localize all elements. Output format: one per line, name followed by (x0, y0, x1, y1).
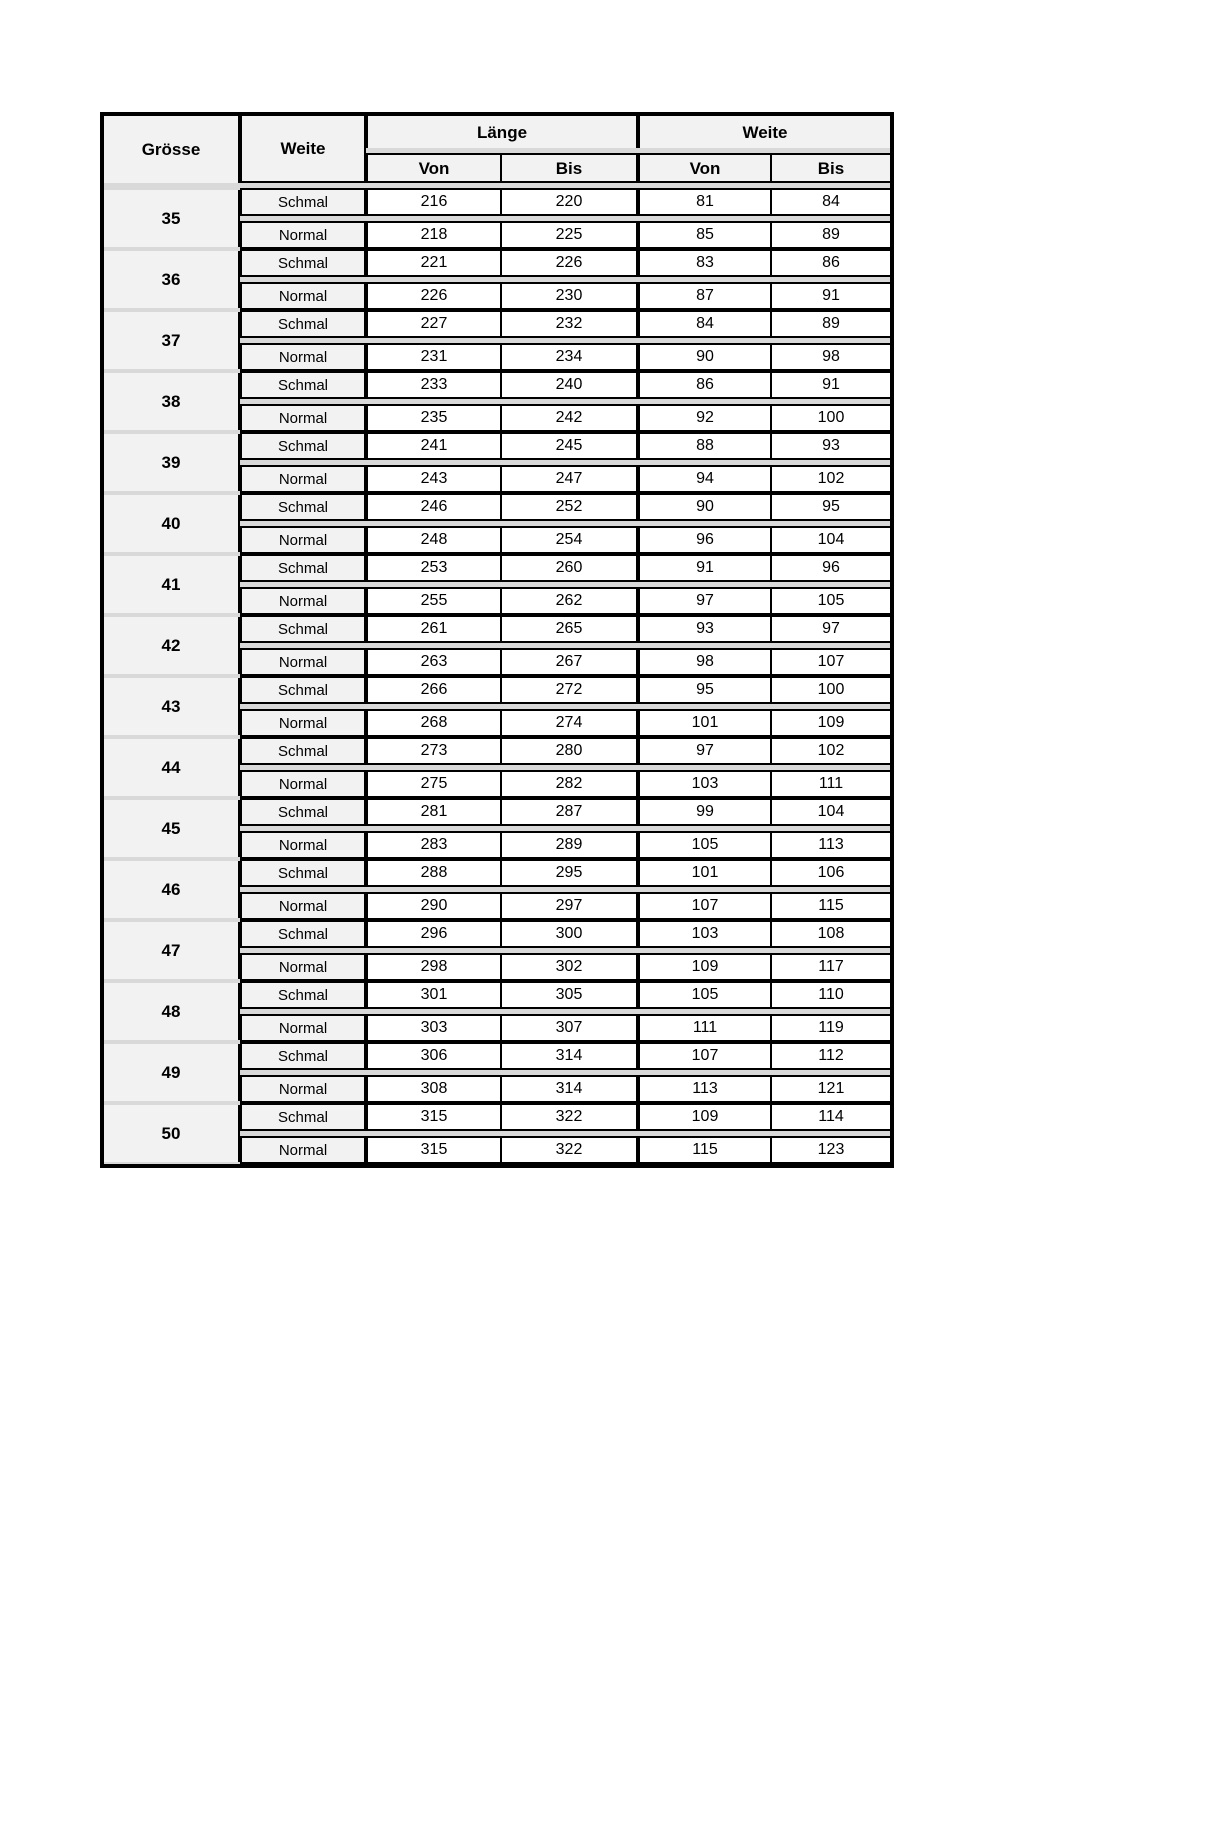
width-type-cell: Schmal (240, 676, 366, 704)
laenge-bis-cell: 322 (502, 1103, 638, 1131)
size-group-row (104, 981, 890, 1042)
size-group-row (104, 310, 890, 371)
weite-von-cell: 83 (638, 249, 772, 277)
weite-bis-cell: 89 (772, 310, 890, 338)
weite-bis-cell: 113 (772, 831, 890, 859)
size-cell: 50 (104, 1105, 240, 1162)
laenge-bis-cell: 297 (502, 892, 638, 920)
table-body (104, 188, 890, 1164)
laenge-von-cell: 288 (366, 859, 502, 887)
size-cell: 40 (104, 495, 240, 552)
laenge-bis-cell: 265 (502, 615, 638, 643)
size-cell: 38 (104, 373, 240, 430)
weite-von-cell: 84 (638, 310, 772, 338)
laenge-bis-cell: 225 (502, 221, 638, 249)
laenge-von-cell: 298 (366, 953, 502, 981)
weite-von-cell: 95 (638, 676, 772, 704)
weite-von-cell: 111 (638, 1014, 772, 1042)
header-weite-von: Von (638, 153, 772, 183)
width-type-cell: Normal (240, 404, 366, 432)
weite-bis-cell: 93 (772, 432, 890, 460)
laenge-von-cell: 216 (366, 188, 502, 216)
width-type-cell: Normal (240, 709, 366, 737)
weite-bis-cell: 104 (772, 798, 890, 826)
laenge-von-cell: 283 (366, 831, 502, 859)
width-type-cell: Normal (240, 953, 366, 981)
width-type-cell: Schmal (240, 493, 366, 521)
weite-bis-cell: 117 (772, 953, 890, 981)
laenge-bis-cell: 220 (502, 188, 638, 216)
laenge-von-cell: 263 (366, 648, 502, 676)
size-group-row (104, 1042, 890, 1103)
weite-von-cell: 81 (638, 188, 772, 216)
weite-bis-cell: 96 (772, 554, 890, 582)
width-type-cell: Schmal (240, 737, 366, 765)
laenge-bis-cell: 262 (502, 587, 638, 615)
width-type-cell: Normal (240, 648, 366, 676)
weite-von-cell: 103 (638, 920, 772, 948)
size-group-row (104, 737, 890, 798)
laenge-von-cell: 281 (366, 798, 502, 826)
width-type-cell: Normal (240, 831, 366, 859)
laenge-bis-cell: 287 (502, 798, 638, 826)
laenge-bis-cell: 242 (502, 404, 638, 432)
laenge-von-cell: 253 (366, 554, 502, 582)
weite-von-cell: 93 (638, 615, 772, 643)
laenge-von-cell: 243 (366, 465, 502, 493)
header-weite-bis: Bis (772, 153, 890, 183)
weite-bis-cell: 106 (772, 859, 890, 887)
laenge-bis-cell: 260 (502, 554, 638, 582)
width-type-cell: Normal (240, 1136, 366, 1164)
table-header (104, 116, 890, 183)
width-type-cell: Schmal (240, 1042, 366, 1070)
weite-von-cell: 97 (638, 587, 772, 615)
weite-bis-cell: 100 (772, 404, 890, 432)
header-groesse: Grösse (104, 116, 240, 183)
weite-bis-cell: 91 (772, 371, 890, 399)
laenge-bis-cell: 230 (502, 282, 638, 310)
laenge-von-cell: 226 (366, 282, 502, 310)
laenge-von-cell: 290 (366, 892, 502, 920)
laenge-von-cell: 235 (366, 404, 502, 432)
width-type-cell: Normal (240, 770, 366, 798)
weite-von-cell: 90 (638, 493, 772, 521)
width-type-cell: Schmal (240, 188, 366, 216)
width-type-cell: Schmal (240, 310, 366, 338)
weite-bis-cell: 111 (772, 770, 890, 798)
weite-bis-cell: 102 (772, 737, 890, 765)
laenge-bis-cell: 322 (502, 1136, 638, 1164)
weite-von-cell: 107 (638, 892, 772, 920)
weite-von-cell: 88 (638, 432, 772, 460)
laenge-von-cell: 315 (366, 1136, 502, 1164)
width-type-cell: Normal (240, 587, 366, 615)
laenge-bis-cell: 274 (502, 709, 638, 737)
laenge-bis-cell: 232 (502, 310, 638, 338)
weite-bis-cell: 98 (772, 343, 890, 371)
laenge-bis-cell: 247 (502, 465, 638, 493)
laenge-von-cell: 255 (366, 587, 502, 615)
size-group-row (104, 432, 890, 493)
weite-bis-cell: 115 (772, 892, 890, 920)
weite-bis-cell: 123 (772, 1136, 890, 1164)
width-type-cell: Schmal (240, 615, 366, 643)
laenge-bis-cell: 272 (502, 676, 638, 704)
laenge-von-cell: 231 (366, 343, 502, 371)
weite-von-cell: 86 (638, 371, 772, 399)
weite-bis-cell: 97 (772, 615, 890, 643)
laenge-von-cell: 296 (366, 920, 502, 948)
size-group-row (104, 1103, 890, 1164)
laenge-von-cell: 261 (366, 615, 502, 643)
laenge-bis-cell: 267 (502, 648, 638, 676)
laenge-von-cell: 241 (366, 432, 502, 460)
weite-bis-cell: 109 (772, 709, 890, 737)
size-group-row (104, 188, 890, 249)
size-cell: 41 (104, 556, 240, 613)
width-type-cell: Schmal (240, 798, 366, 826)
laenge-bis-cell: 307 (502, 1014, 638, 1042)
size-cell: 46 (104, 861, 240, 918)
width-type-cell: Normal (240, 892, 366, 920)
laenge-von-cell: 248 (366, 526, 502, 554)
size-cell: 39 (104, 434, 240, 491)
weite-von-cell: 94 (638, 465, 772, 493)
weite-von-cell: 113 (638, 1075, 772, 1103)
size-cell: 45 (104, 800, 240, 857)
laenge-von-cell: 303 (366, 1014, 502, 1042)
weite-bis-cell: 95 (772, 493, 890, 521)
laenge-bis-cell: 282 (502, 770, 638, 798)
weite-von-cell: 101 (638, 859, 772, 887)
width-type-cell: Normal (240, 526, 366, 554)
weite-von-cell: 85 (638, 221, 772, 249)
width-type-cell: Schmal (240, 249, 366, 277)
size-cell: 42 (104, 617, 240, 674)
weite-von-cell: 90 (638, 343, 772, 371)
weite-von-cell: 109 (638, 953, 772, 981)
weite-von-cell: 115 (638, 1136, 772, 1164)
size-cell: 44 (104, 739, 240, 796)
laenge-bis-cell: 295 (502, 859, 638, 887)
weite-bis-cell: 84 (772, 188, 890, 216)
width-type-cell: Normal (240, 1075, 366, 1103)
width-type-cell: Normal (240, 282, 366, 310)
weite-bis-cell: 112 (772, 1042, 890, 1070)
size-group-row (104, 798, 890, 859)
weite-von-cell: 92 (638, 404, 772, 432)
weite-bis-cell: 108 (772, 920, 890, 948)
size-cell: 48 (104, 983, 240, 1040)
size-cell: 36 (104, 251, 240, 308)
weite-von-cell: 105 (638, 831, 772, 859)
header-laenge-bis: Bis (502, 153, 638, 183)
size-group-row (104, 493, 890, 554)
header-laenge-group: Länge (366, 116, 638, 148)
header-laenge-von: Von (366, 153, 502, 183)
size-cell: 35 (104, 190, 240, 247)
width-type-cell: Normal (240, 1014, 366, 1042)
width-type-cell: Schmal (240, 432, 366, 460)
laenge-von-cell: 227 (366, 310, 502, 338)
weite-bis-cell: 104 (772, 526, 890, 554)
width-type-cell: Schmal (240, 981, 366, 1009)
weite-bis-cell: 110 (772, 981, 890, 1009)
laenge-bis-cell: 252 (502, 493, 638, 521)
laenge-von-cell: 275 (366, 770, 502, 798)
width-type-cell: Normal (240, 465, 366, 493)
weite-von-cell: 101 (638, 709, 772, 737)
width-type-cell: Normal (240, 221, 366, 249)
weite-von-cell: 98 (638, 648, 772, 676)
weite-von-cell: 109 (638, 1103, 772, 1131)
weite-bis-cell: 86 (772, 249, 890, 277)
width-type-cell: Schmal (240, 859, 366, 887)
size-cell: 43 (104, 678, 240, 735)
width-type-cell: Schmal (240, 554, 366, 582)
size-cell: 37 (104, 312, 240, 369)
weite-von-cell: 99 (638, 798, 772, 826)
laenge-von-cell: 233 (366, 371, 502, 399)
width-type-cell: Normal (240, 343, 366, 371)
width-type-cell: Schmal (240, 920, 366, 948)
weite-von-cell: 105 (638, 981, 772, 1009)
weite-bis-cell: 91 (772, 282, 890, 310)
weite-bis-cell: 121 (772, 1075, 890, 1103)
laenge-von-cell: 221 (366, 249, 502, 277)
size-group-row (104, 920, 890, 981)
laenge-von-cell: 246 (366, 493, 502, 521)
size-group-row (104, 676, 890, 737)
weite-bis-cell: 107 (772, 648, 890, 676)
size-cell: 47 (104, 922, 240, 979)
header-weite-column: Weite (240, 116, 366, 183)
laenge-von-cell: 273 (366, 737, 502, 765)
laenge-bis-cell: 289 (502, 831, 638, 859)
weite-bis-cell: 100 (772, 676, 890, 704)
weite-von-cell: 103 (638, 770, 772, 798)
weite-bis-cell: 89 (772, 221, 890, 249)
width-type-cell: Schmal (240, 1103, 366, 1131)
weite-bis-cell: 102 (772, 465, 890, 493)
laenge-von-cell: 306 (366, 1042, 502, 1070)
size-group-row (104, 554, 890, 615)
size-cell: 49 (104, 1044, 240, 1101)
laenge-bis-cell: 302 (502, 953, 638, 981)
laenge-von-cell: 308 (366, 1075, 502, 1103)
laenge-von-cell: 268 (366, 709, 502, 737)
laenge-von-cell: 315 (366, 1103, 502, 1131)
size-group-row (104, 371, 890, 432)
laenge-bis-cell: 314 (502, 1042, 638, 1070)
width-type-cell: Schmal (240, 371, 366, 399)
weite-bis-cell: 105 (772, 587, 890, 615)
size-group-row (104, 615, 890, 676)
laenge-bis-cell: 314 (502, 1075, 638, 1103)
laenge-bis-cell: 280 (502, 737, 638, 765)
header-weite-group: Weite (638, 116, 890, 148)
laenge-bis-cell: 240 (502, 371, 638, 399)
laenge-von-cell: 301 (366, 981, 502, 1009)
weite-von-cell: 107 (638, 1042, 772, 1070)
size-group-row (104, 859, 890, 920)
weite-von-cell: 91 (638, 554, 772, 582)
laenge-von-cell: 218 (366, 221, 502, 249)
weite-bis-cell: 119 (772, 1014, 890, 1042)
size-group-row (104, 249, 890, 310)
weite-bis-cell: 114 (772, 1103, 890, 1131)
laenge-bis-cell: 254 (502, 526, 638, 554)
laenge-bis-cell: 226 (502, 249, 638, 277)
shoe-size-table (100, 112, 894, 1168)
weite-von-cell: 87 (638, 282, 772, 310)
laenge-bis-cell: 300 (502, 920, 638, 948)
laenge-bis-cell: 234 (502, 343, 638, 371)
weite-von-cell: 96 (638, 526, 772, 554)
laenge-bis-cell: 245 (502, 432, 638, 460)
laenge-von-cell: 266 (366, 676, 502, 704)
weite-von-cell: 97 (638, 737, 772, 765)
laenge-bis-cell: 305 (502, 981, 638, 1009)
